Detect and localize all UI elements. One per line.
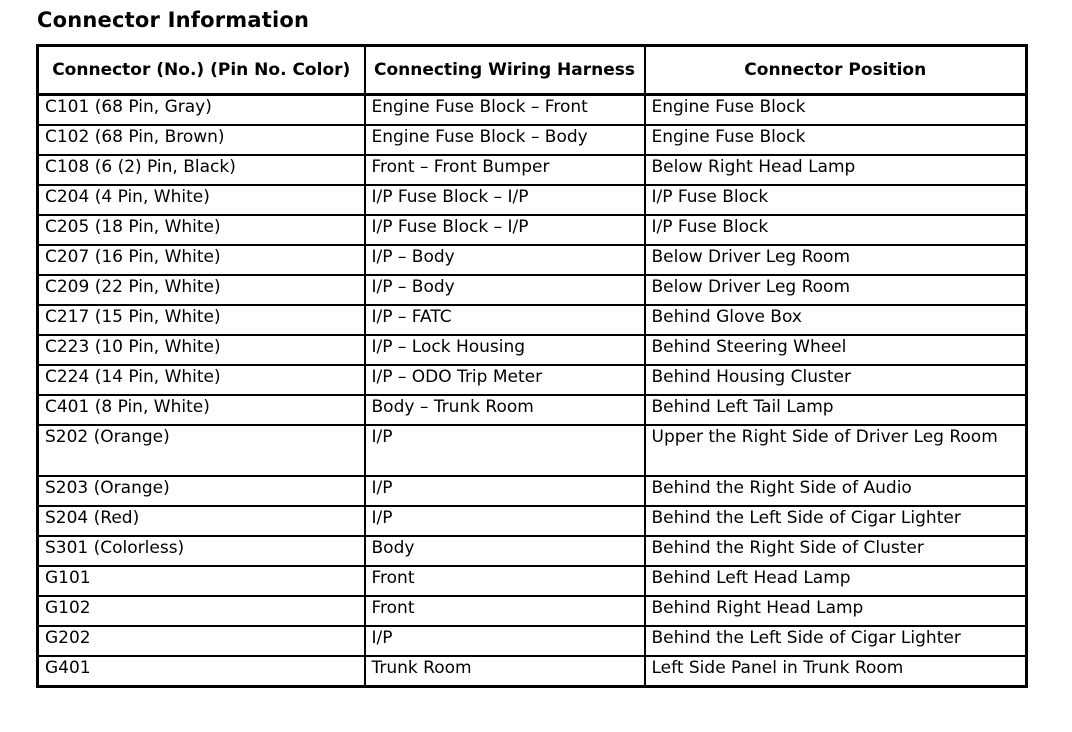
- position-cell: Behind the Left Side of Cigar Lighter: [645, 506, 1027, 536]
- harness-cell: I/P: [365, 626, 645, 656]
- connector-cell: G401: [38, 656, 365, 687]
- connector-cell: C205 (18 Pin, White): [38, 215, 365, 245]
- harness-cell: I/P – Body: [365, 275, 645, 305]
- position-cell: Behind the Left Side of Cigar Lighter: [645, 626, 1027, 656]
- table-row: [38, 626, 1027, 656]
- harness-cell: I/P Fuse Block – I/P: [365, 185, 645, 215]
- column-header-harness: Connecting Wiring Harness: [365, 46, 645, 95]
- harness-cell: Front: [365, 566, 645, 596]
- connector-cell: C224 (14 Pin, White): [38, 365, 365, 395]
- connector-cell: G101: [38, 566, 365, 596]
- table-row: [38, 596, 1027, 626]
- position-cell: Upper the Right Side of Driver Leg Room: [645, 425, 1027, 476]
- connector-cell: C217 (15 Pin, White): [38, 305, 365, 335]
- connector-table: [36, 44, 1028, 688]
- position-cell: Left Side Panel in Trunk Room: [645, 656, 1027, 687]
- position-cell: Below Right Head Lamp: [645, 155, 1027, 185]
- table-row: [38, 95, 1027, 126]
- position-cell: Behind Glove Box: [645, 305, 1027, 335]
- table-row: [38, 155, 1027, 185]
- connector-cell: S203 (Orange): [38, 476, 365, 506]
- connector-cell: C209 (22 Pin, White): [38, 275, 365, 305]
- connector-cell: G102: [38, 596, 365, 626]
- connector-cell: S202 (Orange): [38, 425, 365, 476]
- harness-cell: I/P – FATC: [365, 305, 645, 335]
- harness-cell: Engine Fuse Block – Body: [365, 125, 645, 155]
- position-cell: Behind the Right Side of Cluster: [645, 536, 1027, 566]
- position-cell: I/P Fuse Block: [645, 185, 1027, 215]
- position-cell: I/P Fuse Block: [645, 215, 1027, 245]
- column-header-connector: Connector (No.) (Pin No. Color): [38, 46, 365, 95]
- position-cell: Behind Left Tail Lamp: [645, 395, 1027, 425]
- table-header-row: [38, 46, 1027, 95]
- connector-cell: S204 (Red): [38, 506, 365, 536]
- page-title: Connector Information: [37, 8, 310, 32]
- table-row: [38, 185, 1027, 215]
- harness-cell: I/P: [365, 425, 645, 476]
- harness-cell: Front: [365, 596, 645, 626]
- connector-cell: C101 (68 Pin, Gray): [38, 95, 365, 126]
- harness-cell: Body – Trunk Room: [365, 395, 645, 425]
- table-row: [38, 125, 1027, 155]
- position-cell: Engine Fuse Block: [645, 125, 1027, 155]
- position-cell: Behind Right Head Lamp: [645, 596, 1027, 626]
- table-row: [38, 536, 1027, 566]
- connector-cell: C401 (8 Pin, White): [38, 395, 365, 425]
- harness-cell: I/P – Lock Housing: [365, 335, 645, 365]
- harness-cell: I/P – Body: [365, 245, 645, 275]
- table-row: [38, 365, 1027, 395]
- table-row: [38, 245, 1027, 275]
- connector-cell: C204 (4 Pin, White): [38, 185, 365, 215]
- table-row: [38, 656, 1027, 687]
- connector-cell: S301 (Colorless): [38, 536, 365, 566]
- table-row: [38, 395, 1027, 425]
- table-row: [38, 506, 1027, 536]
- harness-cell: I/P – ODO Trip Meter: [365, 365, 645, 395]
- table-row: [38, 476, 1027, 506]
- table-row: [38, 305, 1027, 335]
- harness-cell: Engine Fuse Block – Front: [365, 95, 645, 126]
- position-cell: Behind Steering Wheel: [645, 335, 1027, 365]
- position-cell: Below Driver Leg Room: [645, 275, 1027, 305]
- position-cell: Behind Left Head Lamp: [645, 566, 1027, 596]
- harness-cell: I/P: [365, 476, 645, 506]
- connector-cell: C102 (68 Pin, Brown): [38, 125, 365, 155]
- connector-cell: C108 (6 (2) Pin, Black): [38, 155, 365, 185]
- table-row: [38, 275, 1027, 305]
- harness-cell: Body: [365, 536, 645, 566]
- column-header-position: Connector Position: [645, 46, 1027, 95]
- table-row: [38, 215, 1027, 245]
- harness-cell: Front – Front Bumper: [365, 155, 645, 185]
- connector-cell: C207 (16 Pin, White): [38, 245, 365, 275]
- harness-cell: Trunk Room: [365, 656, 645, 687]
- table-row: [38, 425, 1027, 476]
- connector-cell: G202: [38, 626, 365, 656]
- table-row: [38, 335, 1027, 365]
- position-cell: Behind Housing Cluster: [645, 365, 1027, 395]
- position-cell: Behind the Right Side of Audio: [645, 476, 1027, 506]
- position-cell: Engine Fuse Block: [645, 95, 1027, 126]
- harness-cell: I/P: [365, 506, 645, 536]
- table-row: [38, 566, 1027, 596]
- position-cell: Below Driver Leg Room: [645, 245, 1027, 275]
- harness-cell: I/P Fuse Block – I/P: [365, 215, 645, 245]
- connector-cell: C223 (10 Pin, White): [38, 335, 365, 365]
